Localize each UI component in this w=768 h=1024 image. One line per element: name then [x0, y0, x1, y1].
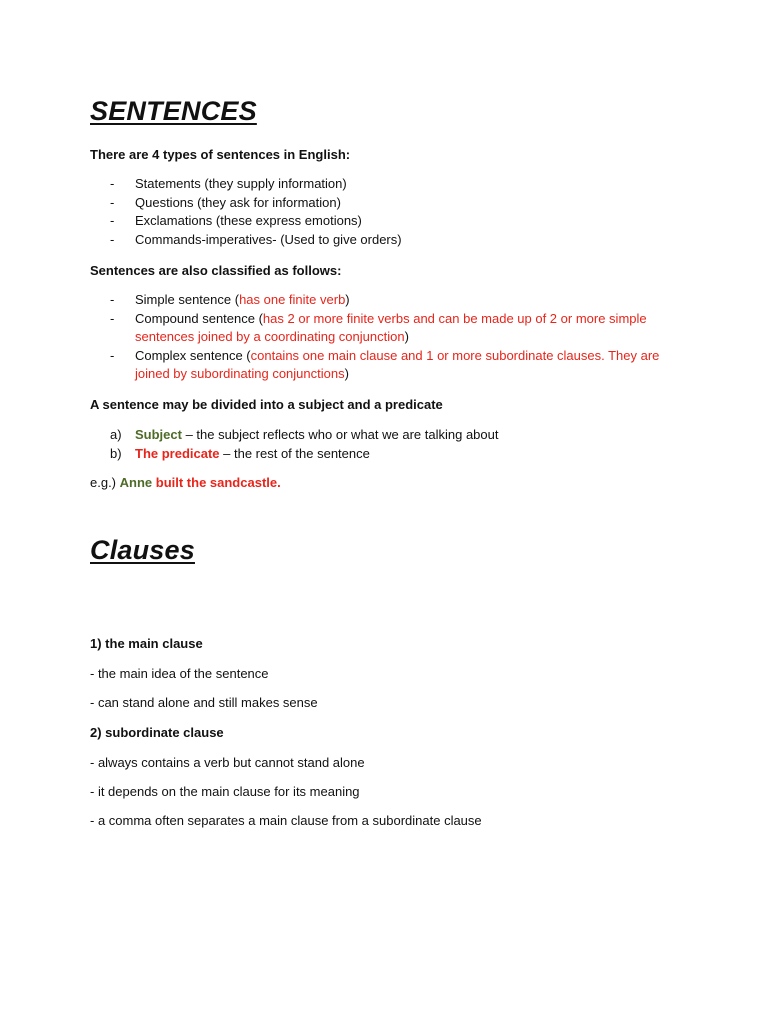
- subject-term: Subject: [135, 427, 182, 442]
- classification-list: [110, 291, 670, 384]
- subordinate-clause-point: - always contains a verb but cannot stand alone: [90, 755, 365, 770]
- subordinate-clause-heading: 2) subordinate clause: [90, 725, 224, 740]
- example-predicate: built the sandcastle.: [155, 475, 281, 490]
- divided-heading: A sentence may be divided into a subject and a predicate: [90, 397, 443, 412]
- classified-heading: Sentences are also classified as follows:: [90, 263, 342, 278]
- list-item: - Compound sentence (has 2 or more finite verbs and can be made up of 2 or more simple sentences joined by a coordinating conjunction): [110, 310, 647, 344]
- list-item: a) Subject – the subject reflects who or what we are talking about: [110, 427, 499, 442]
- list-item: - Questions (they ask for information): [110, 194, 341, 210]
- types-intro: There are 4 types of sentences in English:: [90, 147, 351, 162]
- list-item: - Simple sentence (has one finite verb): [110, 292, 350, 307]
- predicate-term: The predicate: [135, 445, 220, 461]
- sentence-parts-list: [110, 426, 670, 463]
- sentence-types-list: [110, 175, 670, 249]
- example-sentence: e.g.) Anne built the sandcastle.: [90, 475, 281, 490]
- list-item: b) The predicate – the rest of the sentence: [110, 445, 370, 461]
- subordinate-clause-point: - a comma often separates a main clause from a subordinate clause: [90, 813, 482, 828]
- subordinate-clause-point: - it depends on the main clause for its meaning: [90, 784, 360, 799]
- clauses-heading: Clauses: [90, 535, 195, 565]
- list-item: - Statements (they supply information): [110, 176, 347, 191]
- list-item: - Complex sentence (contains one main clause and 1 or more subordinate clauses. They are joined by subordinating conjunctions): [110, 347, 660, 381]
- main-clause-point: - the main idea of the sentence: [90, 666, 269, 681]
- main-clause-heading: 1) the main clause: [90, 636, 203, 651]
- sentences-heading: SENTENCES: [90, 96, 257, 126]
- list-item: - Exclamations (these express emotions): [110, 213, 362, 228]
- main-clause-point: - can stand alone and still makes sense: [90, 695, 318, 710]
- list-item: - Commands-imperatives- (Used to give orders): [110, 231, 402, 247]
- example-subject: Anne: [119, 475, 153, 490]
